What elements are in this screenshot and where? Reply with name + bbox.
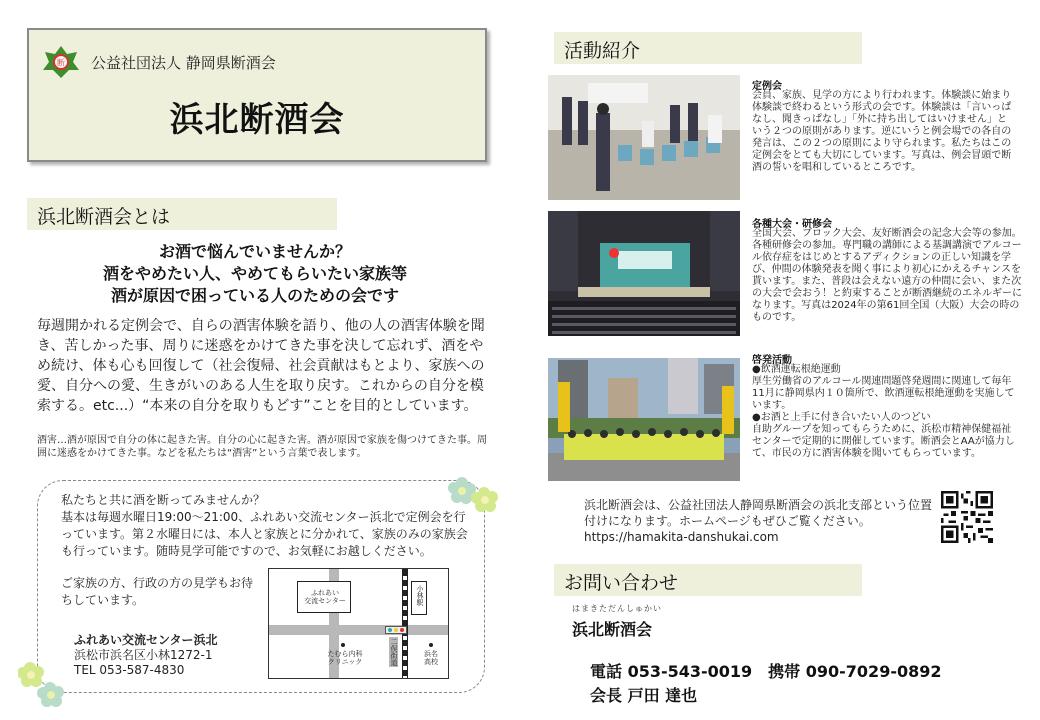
- map-school-label: 浜名 高校: [424, 650, 438, 666]
- photo-convention: [548, 211, 740, 336]
- invite-text: 私たちと共に酒を断ってみませんか？ 基本は毎週水曜日19:00～21:00、ふれあい交流センター浜北で定例会を行っています。第２水曜日には、本人と家族とに分かれて、家族のみの家族会も行っています。随時見学可能ですので、お気軽にお越しください。: [61, 493, 468, 558]
- photo-regular-meeting: [548, 75, 740, 200]
- map-center-building: [297, 581, 351, 613]
- lead-line-2: 酒をやめたい人、やめてもらいたい家族等: [102, 264, 407, 283]
- map-clinic-label: たむら内科 クリニック: [327, 650, 363, 666]
- photo-outreach: [548, 358, 740, 481]
- traffic-light-icon: [385, 626, 407, 634]
- map-center-label: ふれあい 交流センター: [304, 589, 346, 605]
- contact-chair: 会長 戸田 達也: [590, 686, 698, 705]
- family-text: ご家族の方、行政の方の見学もお待ちしています。: [61, 576, 254, 607]
- map-railway: [402, 569, 408, 679]
- map-station: [411, 581, 427, 615]
- contact-name: 浜北断酒会: [572, 620, 653, 639]
- branch-description: 浜北断酒会は、公益社団法人静岡県断酒会の浜北支部という位置付けになります。ホームページもぜひご覧ください。 https://hamakita-danshukai.com: [584, 498, 933, 544]
- contact-ruby: はまきただんしゅかい: [572, 604, 662, 613]
- event-2-text: 全国大会、ブロック大会、友好断酒会の記念大会等の参加。各種研修会の参加。専門職の講師による基調講演でアルコール依存症をはじめとするアディクションの正しい知識を学び、仲間の体験発表を聞く事により初心にかえるチャンスを貰います。また、普段は会えない遠方の仲間に会い、また次の大会で会おう！と約束することが断酒継続のエネルギーになります。写真は2024年の第61回全国（大阪）大会の時のものです。: [752, 228, 1022, 323]
- lead-line-1: お酒で悩んでいませんか？: [158, 242, 351, 261]
- about-note: 酒害…酒が原因で自分の体に起きた害。自分の心に起きた害。酒が原因で家族を傷つけてきた事。周囲に迷惑をかけてきた事。などを私たちは“酒害”という言葉で表します。: [37, 435, 487, 459]
- flower-decoration-bottom-icon: [18, 660, 70, 710]
- map-road-horizontal: [269, 625, 449, 635]
- lead-text: [40, 241, 470, 307]
- page-title: 浜北断酒会: [169, 100, 345, 140]
- about-heading: 浜北断酒会とは: [27, 198, 337, 230]
- access-map: [268, 568, 449, 679]
- org-name: 公益社団法人 静岡県断酒会: [91, 54, 276, 72]
- event-2-title: 各種大会・研修会: [752, 219, 832, 230]
- event-1-text: 会員、家族、見学の方により行われます。体験談に始まり体験談で終わるという形式の会です。体験談は「言いっぱなし、聞きっぱなし」「外に持ち出してはいけません」という２つの原則があります。逆にいうと例会場での各自の発言は、この２つの原則により守られます。私たちはこの定例会をとても大切にしています。写真は、例会冒頭で断酒の誓いを唱和しているところです。: [752, 90, 1012, 173]
- lead-line-3: 酒が原因で困っている人のための会です: [110, 286, 399, 305]
- map-school-marker: [429, 643, 433, 647]
- event-1-title: 定例会: [752, 81, 782, 92]
- org-logo-icon: [41, 44, 81, 80]
- contact-heading: お問い合わせ: [554, 564, 862, 596]
- map-clinic-marker: [341, 643, 345, 647]
- contact-phones[interactable]: 電話 053-543-0019 携帯 090-7029-0892: [590, 662, 942, 681]
- venue-address: 浜松市浜名区小林1272-1: [74, 648, 213, 662]
- activities-heading: 活動紹介: [554, 32, 862, 64]
- flower-decoration-icon: [448, 475, 504, 515]
- qr-code-icon[interactable]: [941, 491, 993, 543]
- logo-text: 断: [57, 58, 65, 68]
- event-3-text: ●飲酒運転根絶運動 厚生労働省のアルコール関連問題啓発週間に関連して毎年11月に静岡県内１０箇所で、飲酒運転根絶運動を実施しています。 ●お酒と上手に付き合いたい人のつどい 自助グループを知ってもらうために、浜松市精神保健福祉センターで定期的に開催しています。断酒会とAAが協力して、市民の方に酒害体験を聞いてもらっています。: [752, 364, 1015, 459]
- venue-name: ふれあい交流センター浜北: [74, 633, 218, 647]
- map-railway-label: 二俣街道: [390, 638, 398, 666]
- venue-info: [74, 633, 218, 678]
- about-body: 毎週開かれる定例会で、自らの酒害体験を語り、他の人の酒害体験を聞き、苦しかった事、周りに迷惑をかけてきた事を決して忘れず、酒をやめ続け、体も心も回復して（社会復帰、社会貢献はもとより、家族への愛、自分への愛、生きがいのある人生を取り戻す。これからの自分を模索する。etc...）“本来の自分を取りもどす”ことを目的としています。: [37, 318, 485, 414]
- map-station-label: 小林駅: [416, 585, 424, 606]
- venue-tel: TEL 053-587-4830: [74, 663, 185, 677]
- event-3-title: 啓発活動: [752, 355, 792, 366]
- title-box: [27, 28, 487, 162]
